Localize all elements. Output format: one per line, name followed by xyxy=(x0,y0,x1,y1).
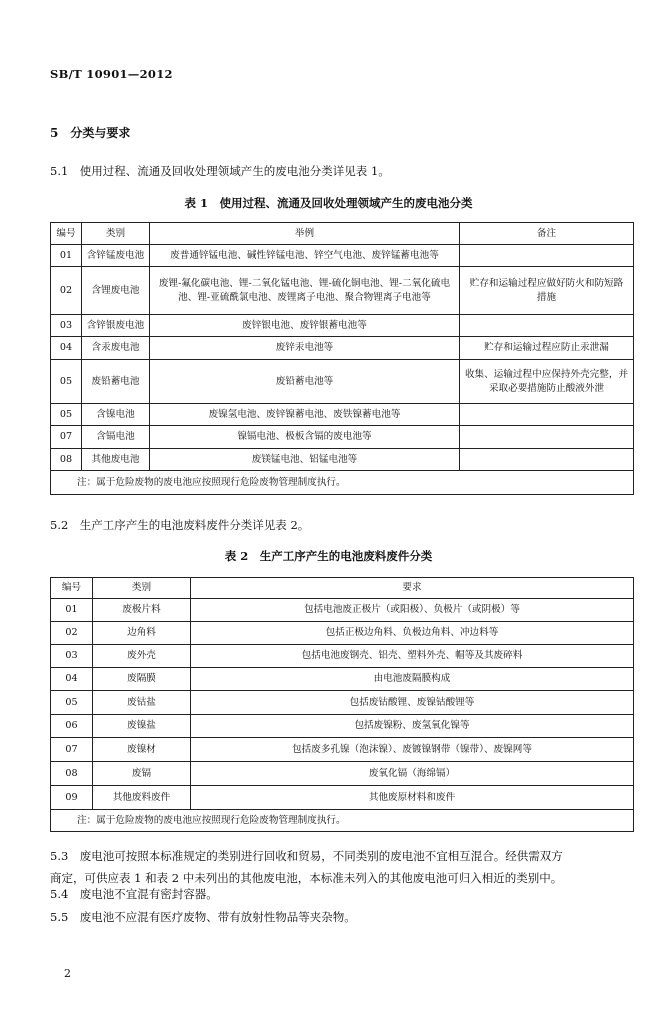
table-row xyxy=(51,668,634,691)
table2-header-cell: 要求 xyxy=(191,578,634,599)
table-cell: 包括正极边角料、负极边角料、冲边料等 xyxy=(191,622,634,645)
table1-note-row xyxy=(51,471,634,495)
table-row xyxy=(51,245,634,267)
table-cell: 贮存和运输过程应做好防火和防短路措施 xyxy=(460,267,634,315)
table-cell: 废极片料 xyxy=(93,599,191,622)
table1-note: 注：属于危险废物的废电池应按照现行危险废物管理制度执行。 xyxy=(51,471,634,495)
table-cell: 包括电池废钢壳、铝壳、塑料外壳、帽等及其废碎料 xyxy=(191,645,634,668)
table-cell: 废氧化镉（海绵镉） xyxy=(191,762,634,786)
table2-header-cell: 类别 xyxy=(93,578,191,599)
paragraph-5-5: 5.5 废电池不应混有医疗废物、带有放射性物品等夹杂物。 xyxy=(50,910,356,924)
table-cell: 废钴盐 xyxy=(93,691,191,715)
table-cell: 镍镉电池、极板含镉的废电池等 xyxy=(150,426,460,449)
paragraph-5-3-line1: 5.3 废电池可按照本标准规定的类别进行回收和贸易，不同类别的废电池不宜相互混合。经供需双方 xyxy=(50,849,563,863)
table1-header-row xyxy=(51,223,634,245)
table-row xyxy=(51,426,634,449)
table-cell: 废锌银电池、废锌银蓄电池等 xyxy=(150,315,460,337)
table-cell: 09 xyxy=(51,786,93,810)
table1-header-cell: 编号 xyxy=(51,223,82,245)
table-cell: 贮存和运输过程应防止汞泄漏 xyxy=(460,337,634,360)
table-cell: 03 xyxy=(51,645,93,668)
table-cell: 07 xyxy=(51,426,82,449)
table1-header-cell: 类别 xyxy=(82,223,150,245)
table-cell: 其他废电池 xyxy=(82,449,150,471)
table-cell: 含镍电池 xyxy=(82,404,150,426)
table-row xyxy=(51,786,634,810)
paragraph-5-3 xyxy=(50,845,563,889)
table2-header-row xyxy=(51,578,634,599)
table1 xyxy=(50,222,634,495)
paragraph-5-4: 5.4 废电池不宜混有密封容器。 xyxy=(50,887,218,901)
table-cell: 含汞废电池 xyxy=(82,337,150,360)
section-title: 5 分类与要求 xyxy=(50,126,131,140)
table-row xyxy=(51,691,634,715)
table-cell: 02 xyxy=(51,622,93,645)
table-cell: 其他废料废件 xyxy=(93,786,191,810)
table-cell: 废外壳 xyxy=(93,645,191,668)
table-cell xyxy=(460,404,634,426)
table-cell: 含锌锰废电池 xyxy=(82,245,150,267)
table-cell: 07 xyxy=(51,738,93,762)
table-cell: 包括电池废正极片（或阳极）、负极片（或阴极）等 xyxy=(191,599,634,622)
table-cell: 废镍材 xyxy=(93,738,191,762)
table-row xyxy=(51,449,634,471)
table-cell: 含镉电池 xyxy=(82,426,150,449)
table-cell: 01 xyxy=(51,245,82,267)
table-cell: 废锂-氟化碳电池、锂-二氧化锰电池、锂-硫化铜电池、锂-二氧化硫电池、锂-亚硫酰氯电池、废锂离子电池、聚合物锂离子电池等 xyxy=(150,267,460,315)
table-cell: 05 xyxy=(51,691,93,715)
table-row xyxy=(51,267,634,315)
table-cell: 废镉 xyxy=(93,762,191,786)
table-cell: 由电池废隔膜构成 xyxy=(191,668,634,691)
table2-caption: 表 2 生产工序产生的电池废料废件分类 xyxy=(224,549,433,563)
table-cell: 含锌银废电池 xyxy=(82,315,150,337)
page-number: 2 xyxy=(64,967,71,980)
table-cell: 包括废镍粉、废氢氧化镍等 xyxy=(191,715,634,738)
table-cell xyxy=(460,449,634,471)
table-row xyxy=(51,622,634,645)
table-row xyxy=(51,315,634,337)
table-row xyxy=(51,762,634,786)
paragraph-5-2: 5.2 生产工序产生的电池废料废件分类详见表 2。 xyxy=(50,518,310,532)
table-row xyxy=(51,360,634,404)
table-row xyxy=(51,738,634,762)
table-cell: 04 xyxy=(51,337,82,360)
table-cell: 废普通锌锰电池、碱性锌锰电池、锌空气电池、废锌锰蓄电池等 xyxy=(150,245,460,267)
table-cell: 废镍氢电池、废锌镍蓄电池、废铁镍蓄电池等 xyxy=(150,404,460,426)
table-cell: 04 xyxy=(51,668,93,691)
table-cell: 包括废钴酸锂、废镍钴酸锂等 xyxy=(191,691,634,715)
table-row xyxy=(51,715,634,738)
table-row xyxy=(51,599,634,622)
table-cell: 废镁锰电池、铝锰电池等 xyxy=(150,449,460,471)
table-cell: 08 xyxy=(51,762,93,786)
table-cell: 废铅蓄电池 xyxy=(82,360,150,404)
table-cell: 废镍盐 xyxy=(93,715,191,738)
table1-caption: 表 1 使用过程、流通及回收处理领域产生的废电池分类 xyxy=(184,196,473,210)
table-cell: 08 xyxy=(51,449,82,471)
table-cell: 废铅蓄电池等 xyxy=(150,360,460,404)
table2-header-cell: 编号 xyxy=(51,578,93,599)
table1-header-cell: 备注 xyxy=(460,223,634,245)
paragraph-5-3-line2: 商定，可供应表 1 和表 2 中未列出的其他废电池，本标准未列入的其他废电池可归入相近的类别中。 xyxy=(50,871,563,885)
table-cell: 06 xyxy=(51,715,93,738)
table-row xyxy=(51,404,634,426)
table-cell: 包括废多孔镍（泡沫镍）、废镀镍钢带（镍带）、废镍网等 xyxy=(191,738,634,762)
table-cell: 边角料 xyxy=(93,622,191,645)
document-id: SB/T 10901—2012 xyxy=(50,67,173,81)
table-cell xyxy=(460,245,634,267)
paragraph-5-1: 5.1 使用过程、流通及回收处理领域产生的废电池分类详见表 1。 xyxy=(50,164,390,178)
table-cell: 含锂废电池 xyxy=(82,267,150,315)
table-cell xyxy=(460,315,634,337)
table2-note: 注：属于危险废物的废电池应按照现行危险废物管理制度执行。 xyxy=(51,810,634,832)
table-cell: 02 xyxy=(51,267,82,315)
table-cell: 05 xyxy=(51,404,82,426)
table-cell: 03 xyxy=(51,315,82,337)
table-cell: 01 xyxy=(51,599,93,622)
table2 xyxy=(50,577,634,832)
table-cell: 废锌汞电池等 xyxy=(150,337,460,360)
table-row xyxy=(51,337,634,360)
table-cell: 05 xyxy=(51,360,82,404)
table-row xyxy=(51,645,634,668)
table1-header-cell: 举例 xyxy=(150,223,460,245)
table2-note-row xyxy=(51,810,634,832)
table-cell xyxy=(460,426,634,449)
table-cell: 其他废原材料和废件 xyxy=(191,786,634,810)
table-cell: 收集、运输过程中应保持外壳完整，并采取必要措施防止酸液外泄 xyxy=(460,360,634,404)
table-cell: 废隔膜 xyxy=(93,668,191,691)
